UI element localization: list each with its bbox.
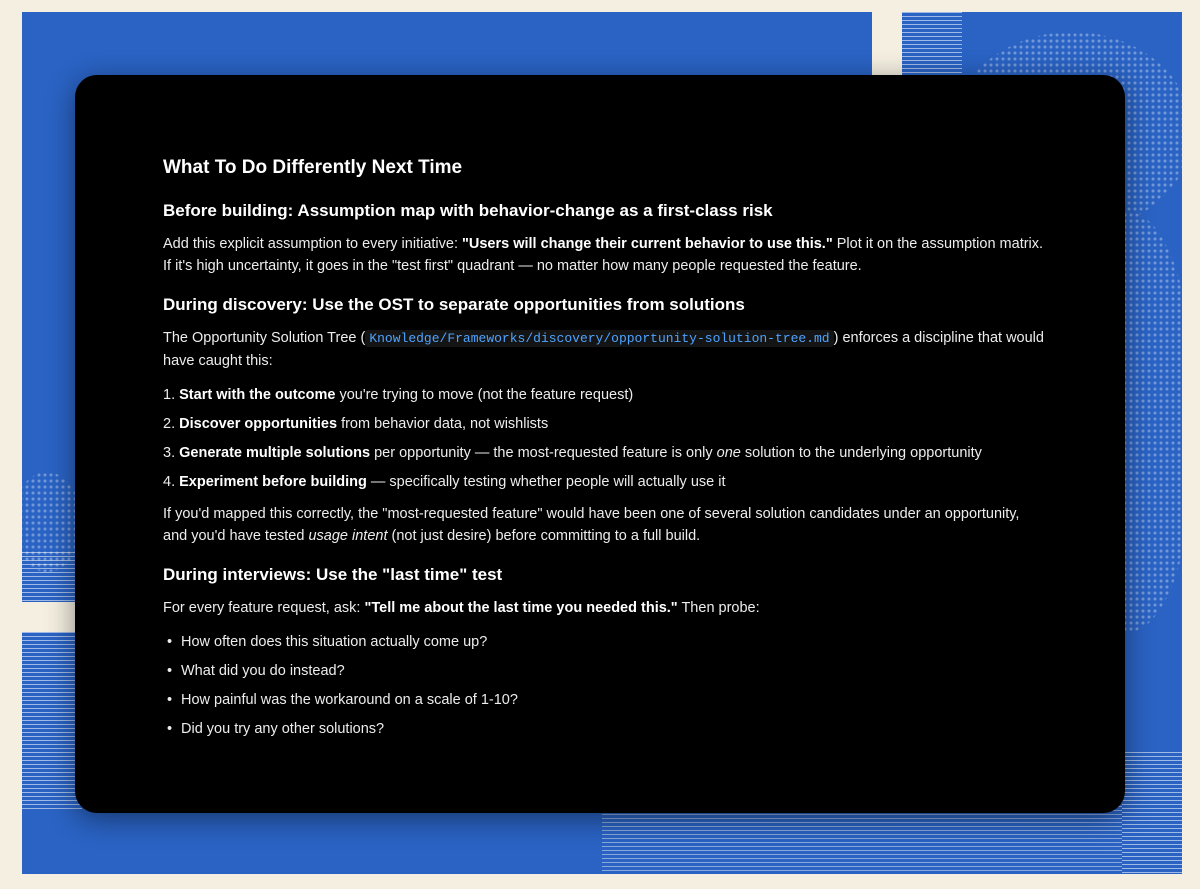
content-panel	[75, 75, 1125, 813]
page-title: What To Do Differently Next Time	[163, 157, 463, 178]
bullet-list	[163, 631, 1045, 740]
section-during-discovery	[163, 295, 1045, 547]
section-paragraph: For every feature request, ask: "Tell me about the last time you needed this." Then probe:	[163, 600, 760, 616]
list-item: 2. Discover opportunities from behavior data, not wishlists	[163, 416, 549, 432]
section-heading: During interviews: Use the "last time" test	[163, 565, 503, 584]
list-item: • How painful was the workaround on a scale of 1-10?	[167, 692, 518, 708]
section-heading: Before building: Assumption map with behavior-change as a first-class risk	[163, 201, 773, 220]
list-item: • What did you do instead?	[167, 663, 345, 679]
section-paragraph: Add this explicit assumption to every initiative: "Users will change their current behavior to use this." Plot it on the assumption matrix. If it's high uncertainty, it goes in the "test first" quadrant — no matter how many people requested the feature.	[163, 236, 1044, 274]
numbered-list	[163, 384, 1045, 493]
section-heading: During discovery: Use the OST to separate opportunities from solutions	[163, 295, 745, 314]
list-item: • How often does this situation actually come up?	[167, 634, 488, 650]
list-item: 4. Experiment before building — specifically testing whether people will actually use it	[163, 474, 726, 490]
section-before-building	[163, 201, 1045, 277]
list-item: • Did you try any other solutions?	[167, 721, 385, 737]
section-during-interviews	[163, 565, 1045, 740]
section-paragraph: The Opportunity Solution Tree ( Knowledge/Frameworks/discovery/opportunity-solution-tree.md ) enforces a discipline that would have caught this:	[163, 330, 1044, 369]
section-paragraph: If you'd mapped this correctly, the "most-requested feature" would have been one of several solution candidates under an opportunity, and you'd have tested usage intent (not just desire) before committing to a full build.	[163, 506, 1020, 544]
list-item: 3. Generate multiple solutions per opportunity — the most-requested feature is only one solution to the underlying opportunity	[163, 445, 982, 461]
list-item: 1. Start with the outcome you're trying to move (not the feature request)	[163, 387, 634, 403]
file-path-code: Knowledge/Frameworks/discovery/opportunity-solution-tree.md	[365, 330, 833, 347]
